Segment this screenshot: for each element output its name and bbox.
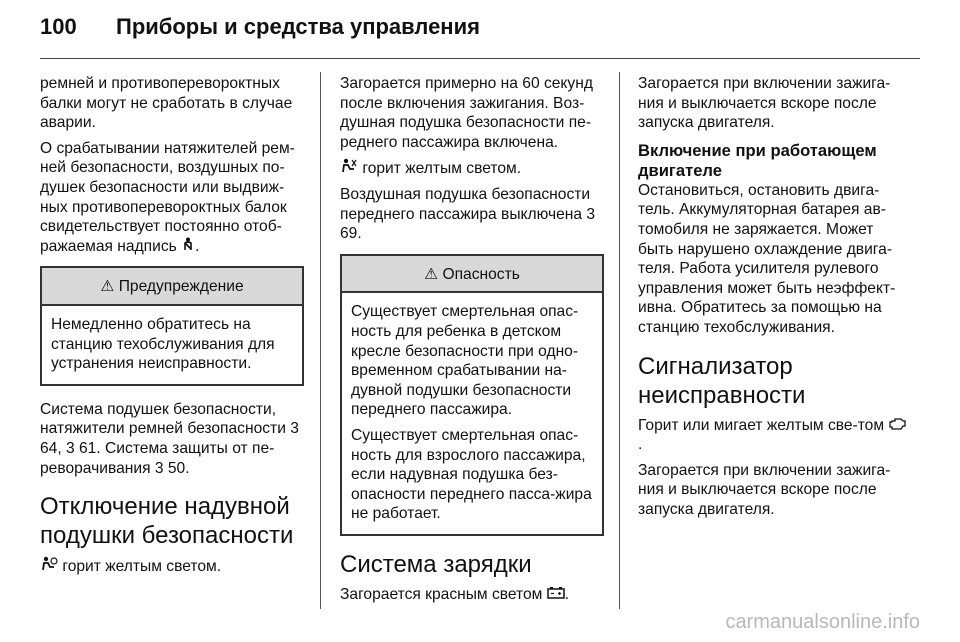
paragraph: Загорается примерно на 60 секунд после включения зажигания. Воз-душная подушка безопасности пе-реднего пассажира включена. <box>340 75 593 151</box>
paragraph: О срабатывании натяжителей рем-ней безопасности, воздушных по-душек безопасности или выдвиж-ных противоперевороктных балок свидетельствует постоянно отоб-ражаемая надпись . <box>40 139 295 255</box>
danger-text: Существует смертельная опас-ность для ребенка в детском кресле безопасности при одно-временном срабатывании на-дувной подушки безопасности переднего пассажира. <box>351 303 579 419</box>
paragraph: ремней и противоперевороктных балки могут не сработать в случае аварии. <box>40 75 293 132</box>
section-heading: Сигнализатор неисправности <box>638 352 806 409</box>
warning-text: Немедленно обратитесь на станцию техобслуживания для устранения неисправности. <box>51 315 275 373</box>
paragraph: Система подушек безопасности, натяжители ремней безопасности 3 64, 3 61. Система защиты от пе-реворачивания 3 50. <box>40 400 299 477</box>
paragraph: Загорается при включении зажига-ния и выключается вскоре после запуска двигателя. <box>638 461 891 518</box>
column-3 <box>638 74 908 526</box>
header-rule <box>40 58 920 59</box>
paragraph: Воздушная подушка безопасности переднего пассажира выключена 3 69. <box>340 185 596 243</box>
page-number: 100 <box>40 14 77 39</box>
paragraph: горит желтым светом. <box>340 158 604 179</box>
seat-belt-icon <box>181 237 195 257</box>
cross-reference[interactable]: 3 69. <box>340 205 596 243</box>
paragraph: Загорается красным светом . <box>340 585 570 603</box>
paragraph: горит желтым светом. <box>40 556 304 577</box>
column-2 <box>340 74 604 610</box>
section-heading: Система зарядки <box>340 550 532 578</box>
danger-box <box>340 254 604 536</box>
danger-heading: ⚠ Опасность <box>342 256 602 294</box>
danger-text: Существует смертельная опас-ность для взрослого пассажира, если надувная подушка без-опасности переднего пасса-жира не работает. <box>351 426 592 523</box>
paragraph: Горит или мигает желтым све-том . <box>638 416 908 455</box>
column-divider <box>619 72 620 609</box>
battery-icon <box>547 585 565 605</box>
column-1 <box>40 74 304 583</box>
subsection-heading: Включение при работающем двигателе <box>638 140 877 180</box>
paragraph: Загорается при включении зажига-ния и выключается вскоре после запуска двигателя. <box>638 75 891 132</box>
cross-reference[interactable]: 3 64, 3 61. <box>40 420 299 457</box>
danger-icon: ⚠ <box>424 265 439 283</box>
engine-check-icon <box>888 416 906 436</box>
page-title: Приборы и средства управления <box>116 14 480 39</box>
section-heading: Отключение надувной подушки безопасности <box>40 493 294 550</box>
paragraph: Остановиться, остановить двига-тель. Аккумуляторная батарея ав-томобиля не заряжается. Может быть нарушено охлаждение двига-теля. Работа усилителя рулевого управления может быть неэффект-ивна. Обратитесь за помощью на станцию техобслуживания. <box>638 181 896 336</box>
watermark: carmanualsonline.info <box>725 611 920 633</box>
airbag-on-icon <box>340 158 358 179</box>
column-divider <box>320 72 321 609</box>
warning-icon: ⚠ <box>100 278 115 296</box>
warning-heading: ⚠ Предупреждение <box>42 268 302 306</box>
airbag-off-icon <box>40 556 58 577</box>
page-header <box>40 14 480 44</box>
cross-reference[interactable]: 3 50. <box>154 459 190 477</box>
warning-box <box>40 266 304 385</box>
